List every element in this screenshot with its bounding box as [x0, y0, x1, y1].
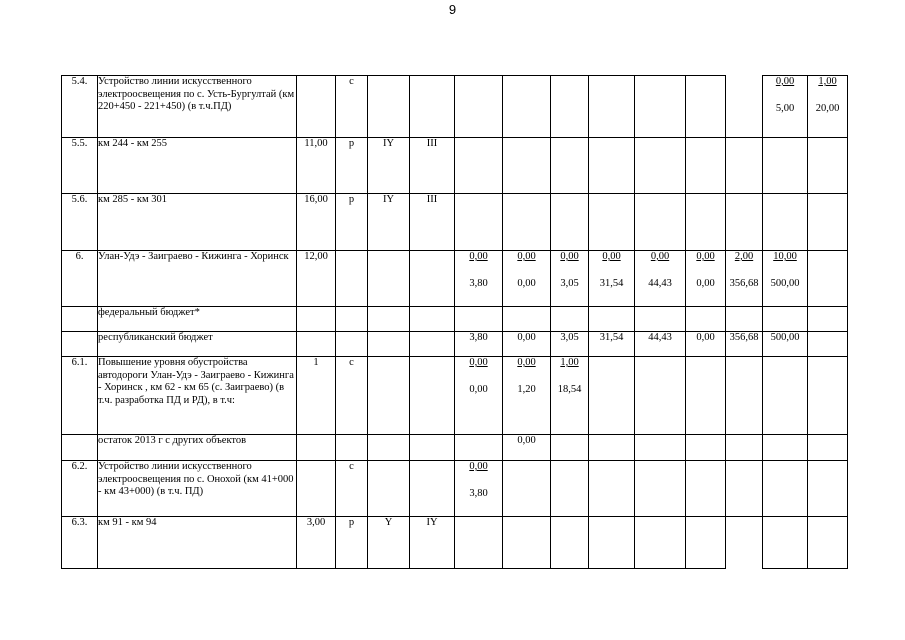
value-cell	[551, 138, 589, 194]
value-cell	[763, 357, 808, 435]
value-cell	[808, 435, 848, 461]
category-cell: III	[410, 138, 455, 194]
value-cell	[635, 357, 686, 435]
value-cell	[551, 517, 589, 569]
value-cell	[455, 138, 503, 194]
value-cell	[726, 194, 763, 251]
value-cell	[455, 251, 503, 307]
value-cell	[455, 307, 503, 332]
value-cell	[455, 435, 503, 461]
value-cell: 44,43	[635, 332, 686, 357]
value-text: 0,00	[469, 357, 488, 368]
row-name: федеральный бюджет*	[98, 307, 297, 332]
value-text: 1,00	[818, 76, 837, 87]
length-cell: 16,00	[297, 194, 336, 251]
type-cell	[336, 251, 368, 307]
value-text: 0,00	[696, 277, 715, 289]
value-cell	[635, 517, 686, 569]
value-cell	[763, 76, 808, 138]
value-text: 0,00	[517, 277, 536, 289]
value-cell	[726, 251, 763, 307]
category-cell: IY	[410, 517, 455, 569]
length-cell	[297, 76, 336, 138]
length-cell: 12,00	[297, 251, 336, 307]
value-cell	[763, 307, 808, 332]
value-cell	[686, 517, 726, 569]
row-name: км 91 - км 94	[98, 517, 297, 569]
row-number: 5.5.	[62, 138, 98, 194]
row-number	[62, 332, 98, 357]
value-cell	[686, 76, 726, 138]
value-cell	[808, 357, 848, 435]
value-cell	[726, 461, 763, 517]
type-cell: р	[336, 138, 368, 194]
value-text: 1,00	[560, 357, 579, 368]
category-cell	[410, 76, 455, 138]
gap-cell	[726, 517, 763, 569]
category-cell: IY	[368, 138, 410, 194]
value-cell: 3,80	[455, 332, 503, 357]
value-text: 3,80	[469, 487, 488, 499]
value-cell	[551, 307, 589, 332]
value-cell	[808, 461, 848, 517]
value-text: 0,00	[469, 461, 488, 472]
value-text: 0,00	[650, 251, 670, 262]
row-number: 6.2.	[62, 461, 98, 517]
value-cell	[726, 435, 763, 461]
value-cell	[726, 307, 763, 332]
row-number: 6.	[62, 251, 98, 307]
value-text: 0,00	[602, 251, 621, 262]
value-text: 31,54	[599, 277, 624, 289]
value-cell	[368, 435, 410, 461]
page-number: 9	[448, 2, 457, 17]
value-text: 5,00	[775, 102, 795, 114]
value-cell	[551, 357, 589, 435]
value-text: 356,68	[729, 277, 759, 289]
value-cell	[635, 307, 686, 332]
value-cell	[635, 76, 686, 138]
road-program-table	[61, 75, 848, 569]
row-number	[62, 435, 98, 461]
value-cell: 356,68	[726, 332, 763, 357]
row-name: Устройство линии искусственного электроосвещения по с. Онохой (км 41+000 - км 43+000) (в т.ч. ПД)	[98, 461, 297, 517]
table-row	[62, 461, 848, 517]
value-cell	[808, 332, 848, 357]
table-row	[62, 357, 848, 435]
value-cell	[635, 435, 686, 461]
value-text: 1,20	[517, 383, 536, 395]
row-number: 6.1.	[62, 357, 98, 435]
value-cell	[551, 461, 589, 517]
value-text: 0,00	[560, 251, 579, 262]
value-cell	[589, 517, 635, 569]
category-cell: IY	[368, 194, 410, 251]
table-row	[62, 435, 848, 461]
value-text: 0,00	[775, 76, 795, 87]
value-cell	[686, 138, 726, 194]
value-cell	[589, 357, 635, 435]
value-cell	[297, 435, 336, 461]
value-cell	[503, 357, 551, 435]
value-cell	[635, 138, 686, 194]
value-cell	[410, 435, 455, 461]
value-cell: 31,54	[589, 332, 635, 357]
row-name: республиканский бюджет	[98, 332, 297, 357]
value-text: 10,00	[773, 251, 797, 262]
value-cell	[589, 307, 635, 332]
table-row	[62, 332, 848, 357]
value-cell	[503, 461, 551, 517]
value-cell	[686, 435, 726, 461]
table-row	[62, 517, 848, 569]
value-text: 0,00	[469, 383, 488, 395]
row-name: Улан-Удэ - Заиграево - Кижинга - Хоринск	[98, 251, 297, 307]
value-cell	[763, 251, 808, 307]
value-cell	[503, 194, 551, 251]
row-name: остаток 2013 г с других объектов	[98, 435, 297, 461]
row-number: 6.3.	[62, 517, 98, 569]
category-cell	[368, 251, 410, 307]
value-cell	[763, 517, 808, 569]
value-cell	[808, 251, 848, 307]
row-name: Устройство линии искусственного электроосвещения по с. Усть-Бургултай (км 220+450 - 221+450) (в т.ч.ПД)	[98, 76, 297, 138]
value-cell	[808, 138, 848, 194]
value-cell: 3,05	[551, 332, 589, 357]
length-cell: 3,00	[297, 517, 336, 569]
category-cell	[410, 461, 455, 517]
value-cell	[455, 461, 503, 517]
type-cell: с	[336, 76, 368, 138]
type-cell: с	[336, 461, 368, 517]
value-cell	[589, 435, 635, 461]
value-text: 2,00	[734, 251, 754, 262]
table-row	[62, 307, 848, 332]
value-cell	[551, 251, 589, 307]
row-name: км 285 - км 301	[98, 194, 297, 251]
category-cell	[410, 357, 455, 435]
value-cell	[503, 517, 551, 569]
value-cell	[455, 76, 503, 138]
type-cell: р	[336, 194, 368, 251]
value-cell	[503, 251, 551, 307]
category-cell	[368, 357, 410, 435]
value-cell	[455, 517, 503, 569]
value-cell	[763, 461, 808, 517]
category-cell	[410, 251, 455, 307]
value-cell	[686, 194, 726, 251]
row-name: км 244 - км 255	[98, 138, 297, 194]
value-text: 3,80	[469, 277, 488, 289]
value-cell	[297, 307, 336, 332]
value-cell: 500,00	[763, 332, 808, 357]
value-cell	[503, 76, 551, 138]
length-cell: 1	[297, 357, 336, 435]
value-cell	[726, 138, 763, 194]
type-cell: с	[336, 357, 368, 435]
value-cell	[763, 435, 808, 461]
category-cell	[368, 76, 410, 138]
value-cell	[589, 76, 635, 138]
value-cell	[297, 332, 336, 357]
category-cell: III	[410, 194, 455, 251]
value-text: 0,00	[517, 357, 536, 368]
type-cell: р	[336, 517, 368, 569]
value-cell	[455, 357, 503, 435]
table-row	[62, 76, 848, 138]
value-cell	[503, 307, 551, 332]
value-cell	[368, 332, 410, 357]
value-text: 0,00	[469, 251, 488, 262]
value-cell	[410, 332, 455, 357]
value-cell	[368, 307, 410, 332]
value-cell	[336, 307, 368, 332]
length-cell	[297, 461, 336, 517]
table-row	[62, 138, 848, 194]
value-cell	[635, 194, 686, 251]
length-cell: 11,00	[297, 138, 336, 194]
value-cell	[686, 307, 726, 332]
value-cell	[455, 194, 503, 251]
row-name: Повышение уровня обустройства автодороги Улан-Удэ - Заиграево - Кижинга - Хоринск , км 62 - км 65 (с. Заиграево) (в т.ч. разработка ПД и РД), в т.ч:	[98, 357, 297, 435]
value-cell	[763, 138, 808, 194]
category-cell: Y	[368, 517, 410, 569]
value-text: 0,00	[517, 251, 536, 262]
value-cell	[635, 461, 686, 517]
value-cell	[808, 517, 848, 569]
value-cell	[808, 194, 848, 251]
value-cell	[763, 194, 808, 251]
table-row	[62, 251, 848, 307]
value-cell	[589, 138, 635, 194]
value-text: 500,00	[770, 277, 800, 289]
category-cell	[368, 461, 410, 517]
value-cell	[551, 435, 589, 461]
value-cell	[410, 307, 455, 332]
value-cell	[336, 332, 368, 357]
row-number: 5.6.	[62, 194, 98, 251]
value-text: 18,54	[557, 383, 582, 395]
value-cell	[589, 461, 635, 517]
value-cell	[808, 307, 848, 332]
value-cell	[551, 194, 589, 251]
value-text: 3,05	[560, 277, 579, 289]
value-cell	[503, 138, 551, 194]
value-cell	[635, 251, 686, 307]
value-cell	[686, 461, 726, 517]
row-number	[62, 307, 98, 332]
value-cell	[336, 435, 368, 461]
value-cell	[686, 251, 726, 307]
value-cell	[808, 76, 848, 138]
value-cell	[686, 357, 726, 435]
value-text: 44,43	[648, 277, 672, 289]
value-cell	[589, 194, 635, 251]
table-row	[62, 194, 848, 251]
value-cell	[551, 76, 589, 138]
value-cell: 0,00	[686, 332, 726, 357]
gap-cell	[726, 76, 763, 138]
value-cell	[589, 251, 635, 307]
row-number: 5.4.	[62, 76, 98, 138]
value-cell	[726, 357, 763, 435]
value-text: 0,00	[696, 251, 715, 262]
value-text: 20,00	[815, 102, 840, 114]
value-cell: 0,00	[503, 435, 551, 461]
value-cell: 0,00	[503, 332, 551, 357]
